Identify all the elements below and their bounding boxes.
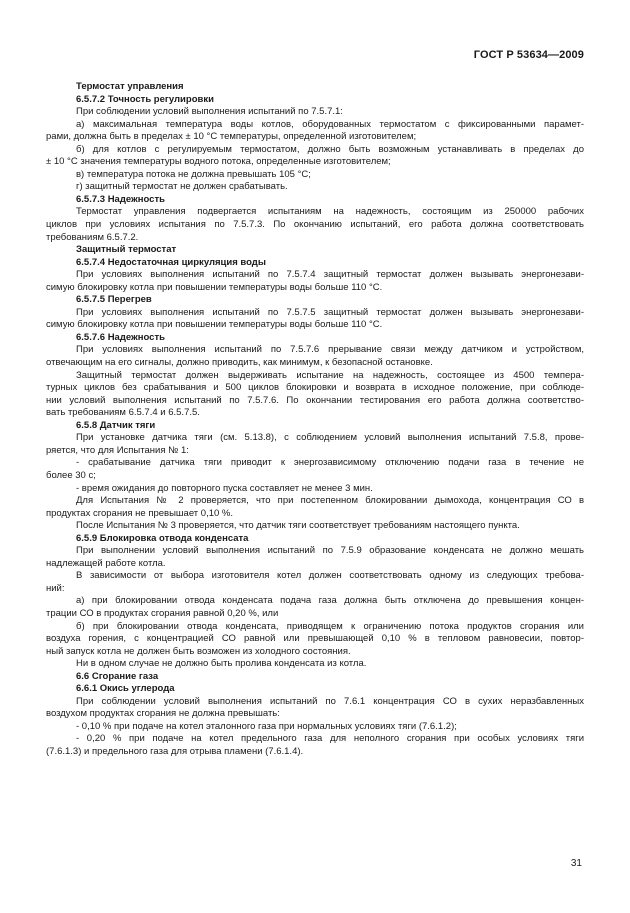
text-line: - время ожидания до повторного пуска составляет не менее 3 мин. [76,482,373,494]
text-line: ± 10 °С значения температуры водного потока, определенные изготовителем; [46,156,391,168]
text-line: рами, должна быть в пределах ± 10 °С температуры, определенной изготовителем; [46,131,417,143]
text-line: Для Испытания № 2 проверяется, что при постепенном блокировании дымохода, концентрация СО в [76,495,584,507]
text-line: ний: [46,582,65,594]
text-line: При условиях выполнения испытаний по 7.5.7.4 защитный термостат должен вызывать энергонезави- [76,269,584,281]
section-heading: 6.6.1 Окись углерода [76,683,175,695]
document-header: ГОСТ Р 53634—2009 [473,49,584,61]
text-line: б) для котлов с регулируемым термостатом, должно быть возможным устанавливать в пределах до [76,143,584,155]
text-line: турных циклов без срабатывания и 500 циклов блокировки и возврата в исходное положение, при соблюде- [46,382,584,394]
section-heading: 6.5.8 Датчик тяги [76,419,156,431]
text-line: ный запуск котла не должен быть возможен из холодного состояния. [46,645,351,657]
text-line: ряется, что для Испытания № 1: [46,444,189,456]
text-line: В зависимости от выбора изготовителя котел должен соответствовать одному из следующих требова- [76,570,584,582]
document-body [46,81,584,759]
section-heading: 6.6 Сгорание газа [76,670,159,682]
section-heading: 6.5.7.6 Надежность [76,331,165,343]
text-line: симую блокировку котла при повышении температуры воды больше 110 °С. [46,281,383,293]
text-line: вать требованиям 6.5.7.4 и 6.5.7.5. [46,407,200,419]
text-line: При установке датчика тяги (см. 5.13.8), с соблюдением условий выполнения испытаний 7.5.8, прове- [76,432,584,444]
text-line: требованиям 6.5.7.2. [46,231,139,243]
text-line: в) температура потока не должна превышать 105 °С; [76,168,311,180]
text-line: При выполнении условий выполнения испытаний по 7.5.9 образование конденсата не должно мешать [76,545,584,557]
text-line: Защитный термостат должен выдерживать испытание на надежность, состоящее из 4500 темпера- [76,369,584,381]
section-heading: Термостат управления [76,81,184,92]
page-number: 31 [570,858,582,869]
text-line: отвечающим на его сигналы, должно приводить, как минимум, к безопасной остановке. [46,357,433,369]
text-line: трации СО в продуктах сгорания равной 0,20 %, или [46,607,279,619]
text-line: более 30 с; [46,469,96,481]
section-heading: 6.5.9 Блокировка отвода конденсата [76,532,249,544]
text-line: а) максимальная температура воды котлов, оборудованных термостатом с фиксированными парамет- [76,118,584,130]
text-line: При условиях выполнения испытаний по 7.5.7.5 защитный термостат должен вызывать энергонезави- [76,306,584,318]
text-line: После Испытания № 3 проверяется, что датчик тяги соответствует требованиям настоящего пункта. [76,520,520,532]
text-line: (7.6.1.3) и предельного газа для отрыва пламени (7.6.1.4). [46,745,304,757]
text-line: При условиях выполнения испытаний по 7.5.7.6 прерывание связи между датчиком и устройством, [76,344,584,356]
text-line: симую блокировку котла при повышении температуры воды больше 110 °С. [46,319,383,331]
text-line: г) защитный термостат не должен срабатывать. [76,181,288,193]
text-line: воздуха горения, с концентрацией СО равной или превышающей 0,10 % в тепловом равновесии, повтор- [46,633,584,645]
text-line: Термостат управления подвергается испытаниям на надежность, состоящим из 250000 рабочих [76,206,584,218]
section-heading: 6.5.7.3 Надежность [76,193,165,205]
text-line: При соблюдении условий выполнения испытаний по 7.5.7.1: [76,106,343,118]
text-line: нии условий выполнения испытаний по 7.5.7.6. По окончании тестирования его работа должна соответство- [46,394,584,406]
text-line: циклов при условиях испытания по 7.5.7.3. По окончанию испытаний, его работа должна соответствовать [46,219,584,231]
text-line: продуктах сгорания не превышает 0,10 %. [46,507,234,519]
text-line: Ни в одном случае не должно быть пролива конденсата из котла. [76,658,367,670]
text-line: - 0,10 % при подаче на котел эталонного газа при нормальных условиях тяги (7.6.1.2); [76,720,457,732]
text-line: надлежащей работе котла. [46,557,166,569]
text-line: б) при блокировании отвода конденсата, приводящем к ограничению потока продуктов сгорания или [76,620,584,632]
section-heading: 6.5.7.2 Точность регулировки [76,93,214,105]
text-line: - 0,20 % при подаче на котел предельного газа для неполного сгорания при особых условиях тяги [76,733,584,745]
text-line: При соблюдении условий выполнения испытаний по 7.6.1 концентрация СО в сухих неразбавленных [76,695,584,707]
text-line: - срабатывание датчика тяги приводит к энергозависимому отключению подачи газа в течение не [76,457,584,469]
text-line: воздухом продуктах сгорания не должна превышать: [46,708,280,720]
section-heading: 6.5.7.4 Недостаточная циркуляция воды [76,256,266,268]
text-line: а) при блокировании отвода конденсата подача газа должна быть отключена до превышения концен- [76,595,584,607]
section-heading: Защитный термостат [76,244,177,256]
section-heading: 6.5.7.5 Перегрев [76,294,152,306]
